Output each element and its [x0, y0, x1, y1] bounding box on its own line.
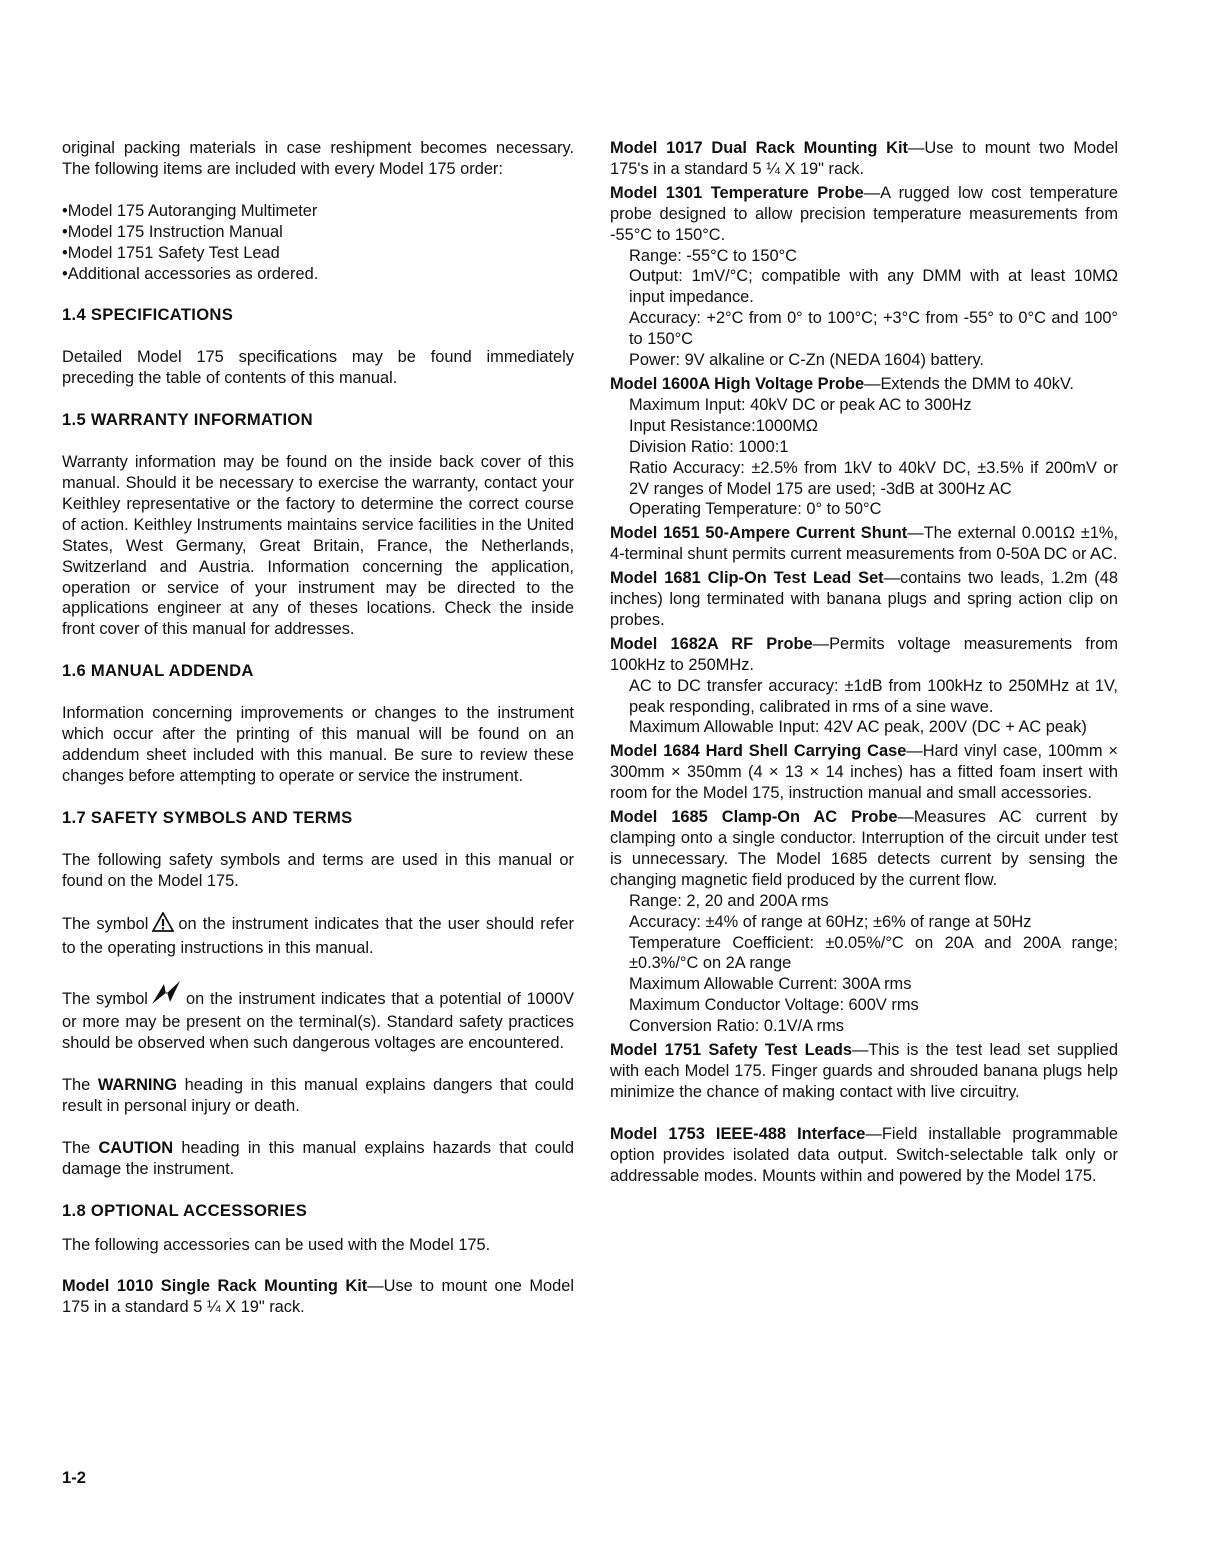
caution-symbol-paragraph	[62, 912, 574, 959]
safety-paragraph: The following safety symbols and terms are used in this manual or found on the Model 175.	[62, 850, 574, 890]
model-1753-title: Model 1753 IEEE-488 Interface	[610, 1124, 866, 1143]
model-1301-title: Model 1301 Temperature Probe	[610, 183, 864, 202]
model-1684-body: —Hard vinyl case, 100mm × 300mm × 350mm (4 × 13 × 14 inches) has a fitted foam insert with room for the Model 175, instruction manual and small accessories.	[610, 742, 1118, 803]
high-voltage-lightning-icon	[150, 980, 184, 1012]
spec-line: Maximum Conductor Voltage: 600V rms	[629, 996, 919, 1015]
spec-line: Input Resistance:1000MΩ	[629, 416, 819, 435]
model-1685-entry	[610, 807, 1118, 1037]
model-1600a-entry	[610, 374, 1118, 520]
caution-symbol-text-post: on the instrument indicates that the user should refer to the operating instructions in this manual.	[62, 915, 574, 958]
warranty-paragraph: Warranty information may be found on the inside back cover of this manual. Should it be necessary to exercise the warranty, contact your Keithley representative or the factory to determine the correct course of action. Keithley Instruments maintains service facilities in the United States, West Germany, Great Britain, France, the Netherlands, Switzerland and Austria. Information concerning the application, operation or service of your instrument may be directed to the applications engineer at any of theses locations. Check the inside front cover of this manual for addresses.	[62, 453, 574, 639]
intro-paragraph: original packing materials in case reshipment becomes necessary. The following items are included with every Model 175 order:	[62, 139, 574, 178]
section-heading-safety: 1.7 SAFETY SYMBOLS AND TERMS	[62, 807, 353, 827]
spec-line: Power: 9V alkaline or C-Zn (NEDA 1604) battery.	[629, 351, 984, 370]
caution-text-post: heading in this manual explains hazards that could damage the instrument.	[62, 1138, 574, 1178]
list-item: •Model 175 Instruction Manual	[62, 222, 283, 241]
model-1010-title: Model 1010 Single Rack Mounting Kit	[62, 1277, 368, 1296]
model-1681-entry	[610, 568, 1118, 631]
model-1017-entry	[610, 138, 1118, 180]
model-1751-entry	[610, 1040, 1118, 1103]
caution-triangle-icon	[152, 912, 174, 938]
high-voltage-symbol-text-pre: The symbol	[62, 990, 148, 1009]
list-item: •Additional accessories as ordered.	[62, 264, 319, 283]
model-1010-body: —Use to mount one Model 175 in a standard 5 ¼ X 19" rack.	[62, 1277, 574, 1317]
model-1685-title: Model 1685 Clamp-On AC Probe	[610, 808, 898, 827]
model-1651-entry	[610, 523, 1118, 565]
caution-word: CAUTION	[98, 1138, 174, 1157]
warning-text-post: heading in this manual explains dangers that could result in personal injury or death.	[62, 1076, 574, 1115]
model-1651-title: Model 1651 50-Ampere Current Shunt	[610, 524, 908, 543]
model-1753-entry	[610, 1124, 1118, 1187]
model-1301-body: —A rugged low cost temperature probe designed to allow precision temperature measurements from -55°C to 150°C.	[610, 183, 1118, 244]
model-1017-title: Model 1017 Dual Rack Mounting Kit	[610, 139, 908, 157]
model-1301-entry	[610, 183, 1118, 371]
model-1600a-body: —Extends the DMM to 40kV.	[864, 374, 1074, 393]
included-items-list	[62, 201, 574, 285]
spec-line: Conversion Ratio: 0.1V/A rms	[629, 1017, 844, 1036]
spec-line: Range: -55°C to 150°C	[629, 246, 798, 265]
high-voltage-symbol-paragraph	[62, 980, 574, 1054]
section-heading-accessories: 1.8 OPTIONAL ACCESSORIES	[62, 1200, 308, 1220]
model-1751-title: Model 1751 Safety Test Leads	[610, 1041, 852, 1060]
model-1681-body: —contains two leads, 1.2m (48 inches) long terminated with banana plugs and spring action clip on probes.	[610, 569, 1118, 629]
spec-line: Maximum Allowable Current: 300A rms	[629, 975, 912, 994]
caution-symbol-text-pre: The symbol	[62, 915, 149, 934]
model-1010-paragraph	[62, 1276, 574, 1318]
model-1685-body: —Measures AC current by clamping onto a single conductor. Interruption of the circuit under test is unnecessary. The Model 1685 detects current by sensing the changing magnetic field produced by the current flow.	[610, 808, 1118, 889]
spec-line: Maximum Allowable Input: 42V AC peak, 200V (DC + AC peak)	[629, 718, 1087, 737]
high-voltage-symbol-text-post: on the instrument indicates that a potential of 1000V or more may be present on the terminal(s). Standard safety practices should be observed when such dangerous voltages are encountered.	[62, 990, 574, 1053]
list-item: •Model 175 Autoranging Multimeter	[62, 201, 318, 220]
spec-line: Output: 1mV/°C; compatible with any DMM with at least 10MΩ input impedance.	[629, 267, 1118, 307]
model-1651-body: —The external 0.001Ω ±1%, 4-terminal shunt permits current measurements from 0-50A DC or AC.	[610, 524, 1118, 564]
warning-text-pre: The	[62, 1076, 91, 1094]
caution-paragraph	[62, 1138, 574, 1180]
spec-line: Operating Temperature: 0° to 50°C	[629, 500, 882, 519]
spec-line: Maximum Input: 40kV DC or peak AC to 300Hz	[629, 395, 972, 414]
model-1017-body: —Use to mount two Model 175's in a standard 5 ¼ X 19" rack.	[610, 139, 1118, 178]
spec-line: Accuracy: ±4% of range at 60Hz; ±6% of range at 50Hz	[629, 912, 1032, 931]
section-heading-specifications: 1.4 SPECIFICATIONS	[62, 305, 234, 325]
spec-line: AC to DC transfer accuracy: ±1dB from 100kHz to 250MHz at 1V, peak responding, calibrated in rms of a sine wave.	[629, 676, 1118, 716]
model-1682a-title: Model 1682A RF Probe	[610, 634, 813, 653]
caution-text-pre: The	[62, 1138, 91, 1157]
model-1600a-title: Model 1600A High Voltage Probe	[610, 374, 865, 393]
list-item: •Model 1751 Safety Test Lead	[62, 243, 280, 262]
warning-word: WARNING	[97, 1076, 178, 1094]
accessories-paragraph: The following accessories can be used with the Model 175.	[62, 1235, 491, 1254]
spec-line: Ratio Accuracy: ±2.5% from 1kV to 40kV DC, ±3.5% if 200mV or 2V ranges of Model 175 are used; -3dB at 300Hz AC	[629, 458, 1118, 498]
left-column	[62, 138, 574, 1318]
section-heading-addenda: 1.6 MANUAL ADDENDA	[62, 661, 254, 681]
model-1751-body: —This is the test lead set supplied with each Model 175. Finger guards and shrouded banana plugs help minimize the chance of making contact with live circuitry.	[610, 1041, 1118, 1101]
spec-line: Temperature Coefficient: ±0.05%/°C on 20A and 200A range; ±0.3%/°C on 2A range	[629, 933, 1118, 973]
addenda-paragraph: Information concerning improvements or changes to the instrument which occur after the printing of this manual will be found on an addendum sheet included with this manual. Be sure to review these changes before attempting to operate or service the instrument.	[62, 704, 574, 785]
spec-line: Division Ratio: 1000:1	[629, 437, 789, 456]
model-1753-body: —Field installable programmable option provides isolated data output. Switch-selectable talk only or addressable modes. Mounts within and powered by the Model 175.	[610, 1124, 1119, 1185]
warning-paragraph	[62, 1075, 574, 1117]
model-1682a-body: —Permits voltage measurements from 100kHz to 250MHz.	[610, 634, 1118, 674]
page-number: 1-2	[62, 1468, 86, 1487]
spec-line: Range: 2, 20 and 200A rms	[629, 891, 829, 910]
model-1684-title: Model 1684 Hard Shell Carrying Case	[610, 742, 907, 761]
model-1682a-entry	[610, 634, 1118, 739]
spec-line: Accuracy: +2°C from 0° to 100°C; +3°C from -55° to 0°C and 100° to 150°C	[629, 309, 1118, 349]
specifications-paragraph: Detailed Model 175 specifications may be found immediately preceding the table of contents of this manual.	[62, 348, 574, 388]
model-1681-title: Model 1681 Clip-On Test Lead Set	[610, 569, 884, 588]
right-column	[610, 138, 1118, 1187]
model-1684-entry	[610, 741, 1118, 804]
section-heading-warranty: 1.5 WARRANTY INFORMATION	[62, 410, 313, 430]
